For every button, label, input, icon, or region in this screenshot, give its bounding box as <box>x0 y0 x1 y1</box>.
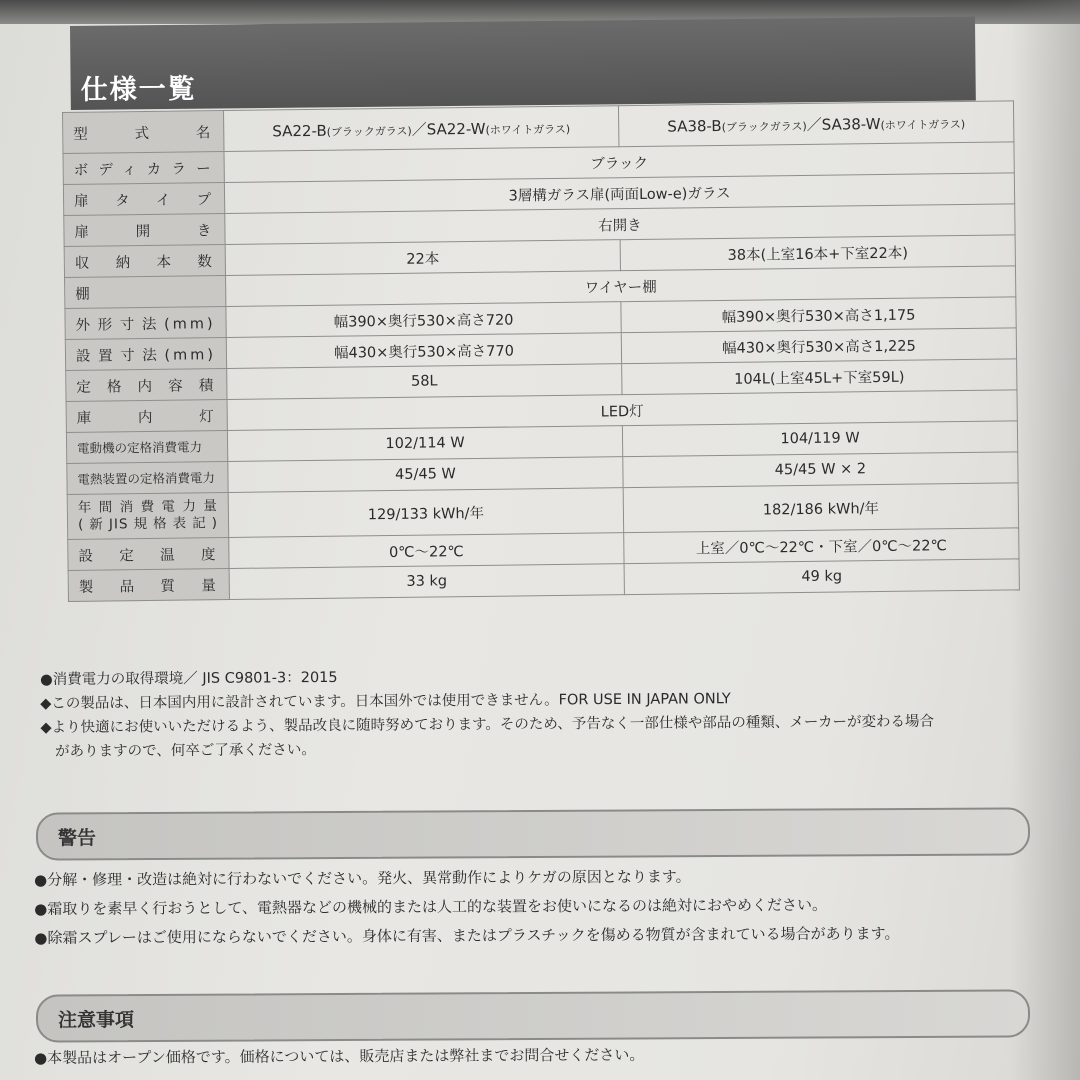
section-title: 仕様一覧 <box>80 73 197 106</box>
spec-value-sa38: 49 kg <box>624 559 1019 595</box>
spec-label: 庫内灯 <box>66 400 227 433</box>
spec-value-sa22: 幅390×奥行530×高さ720 <box>226 302 621 338</box>
model-code-note: (ブラックガラス) <box>721 119 807 134</box>
spec-label <box>67 492 229 539</box>
spec-label: 設置寸法(mm) <box>65 338 226 371</box>
spec-value-sa38: 45/45 W × 2 <box>623 452 1018 488</box>
spec-value-shared: 3層構ガラス扉(両面Low-e)ガラス <box>224 173 1014 214</box>
model-name-cell <box>223 106 618 152</box>
note-item: ◆この製品は、日本国内用に設計されています。日本国外では使用できません。FOR USE IN JAPAN ONLY <box>40 691 731 712</box>
spec-value-shared: LED灯 <box>227 390 1017 431</box>
spec-value-sa38: 182/186 kWh/年 <box>623 483 1019 533</box>
model-code: SA22-B <box>272 121 327 140</box>
model-sep: ／ <box>411 120 427 139</box>
spec-label: 定格内容積 <box>66 369 227 402</box>
warning-item: ●除霜スプレーはご使用にならないでください。身体に有害、またはプラスチックを傷める物質が含まれている場合があります。 <box>34 924 900 947</box>
spec-label: 型式名 <box>63 111 224 154</box>
spec-label: 製品質量 <box>68 568 229 601</box>
spec-value-sa22: 22本 <box>225 240 620 276</box>
spec-value-shared: ワイヤー棚 <box>226 266 1016 307</box>
section-title-bar <box>70 17 976 110</box>
spec-label: 扉タイプ <box>63 183 224 216</box>
caution-item: ●本製品はオープン価格です。価格については、販売店または弊社までお問合せください。 <box>34 1045 645 1067</box>
model-code: SA38-B <box>667 116 722 136</box>
model-code2: SA22-W <box>426 119 486 139</box>
warning-item: ●分解・修理・改造は絶対に行わないでください。発火、異常動作によりケガの原因となります。 <box>34 867 691 889</box>
model-code2-note: (ホワイトガラス) <box>485 122 571 137</box>
spec-value-sa22: 幅430×奥行530×高さ770 <box>226 333 621 369</box>
spec-table <box>62 100 1020 602</box>
spec-label: 扉開き <box>64 214 225 247</box>
spec-value-sa22: 0℃〜22℃ <box>229 533 624 569</box>
spec-label: 外形寸法(mm) <box>65 307 226 340</box>
spec-value-sa38: 上室／0℃〜22℃・下室／0℃〜22℃ <box>624 528 1019 564</box>
warning-heading: 警告 <box>57 827 97 850</box>
spec-label: 電動機の定格消費電力 <box>66 431 227 464</box>
notes <box>40 661 1041 764</box>
spec-table-container <box>62 100 1020 602</box>
spec-value-sa22: 45/45 W <box>228 457 623 493</box>
warning-list <box>34 861 1034 953</box>
model-sep: ／ <box>806 115 822 134</box>
spec-value-sa22: 129/133 kWh/年 <box>228 488 624 538</box>
spec-label: 棚 <box>65 276 226 309</box>
spec-value-sa38: 38本(上室16本+下室22本) <box>620 235 1015 271</box>
note-item: がありますので、何卒ご了承ください。 <box>40 742 316 760</box>
spec-label: 収納本数 <box>64 245 225 278</box>
spec-value-shared: ブラック <box>224 142 1014 183</box>
spec-label: ボディカラー <box>63 152 224 185</box>
model-code-note: (ブラックガラス) <box>326 124 412 139</box>
warning-item: ●霜取りを素早く行おうとして、電熱器などの機械的または人工的な装置をお使いになるのは絶対におやめください。 <box>34 895 828 918</box>
model-code2: SA38-W <box>821 114 881 134</box>
caution-heading: 注意事項 <box>57 1009 135 1032</box>
model-name-cell <box>618 101 1013 147</box>
model-code2-note: (ホワイトガラス) <box>880 117 966 132</box>
spec-label-line: 年間消費電力量 <box>77 498 218 516</box>
spec-value-sa38: 幅390×奥行530×高さ1,175 <box>621 297 1016 333</box>
spec-value-sa22: 33 kg <box>229 564 624 600</box>
spec-label: 電熱装置の定格消費電力 <box>67 462 228 495</box>
spec-value-sa38: 幅430×奥行530×高さ1,225 <box>621 328 1016 364</box>
spec-value-sa38: 104L(上室45L+下室59L) <box>622 359 1017 395</box>
caution-heading-band <box>36 989 1030 1042</box>
note-item: ●消費電力の取得環境／ JIS C9801-3：2015 <box>40 669 338 688</box>
spec-value-shared: 右開き <box>225 204 1015 245</box>
caution-list <box>34 1039 1034 1073</box>
warning-heading-band <box>36 807 1030 860</box>
spec-value-sa22: 58L <box>227 364 622 400</box>
spec-value-sa38: 104/119 W <box>622 421 1017 457</box>
spec-label: 設定温度 <box>68 537 229 570</box>
note-item: ◆より快適にお使いいただけるよう、製品改良に随時努めております。そのため、予告なく一部仕様や部品の種類、メーカーが変わる場合 <box>40 713 935 736</box>
spec-value-sa22: 102/114 W <box>227 426 622 462</box>
spec-label-line: (新JIS規格表記) <box>77 515 219 533</box>
